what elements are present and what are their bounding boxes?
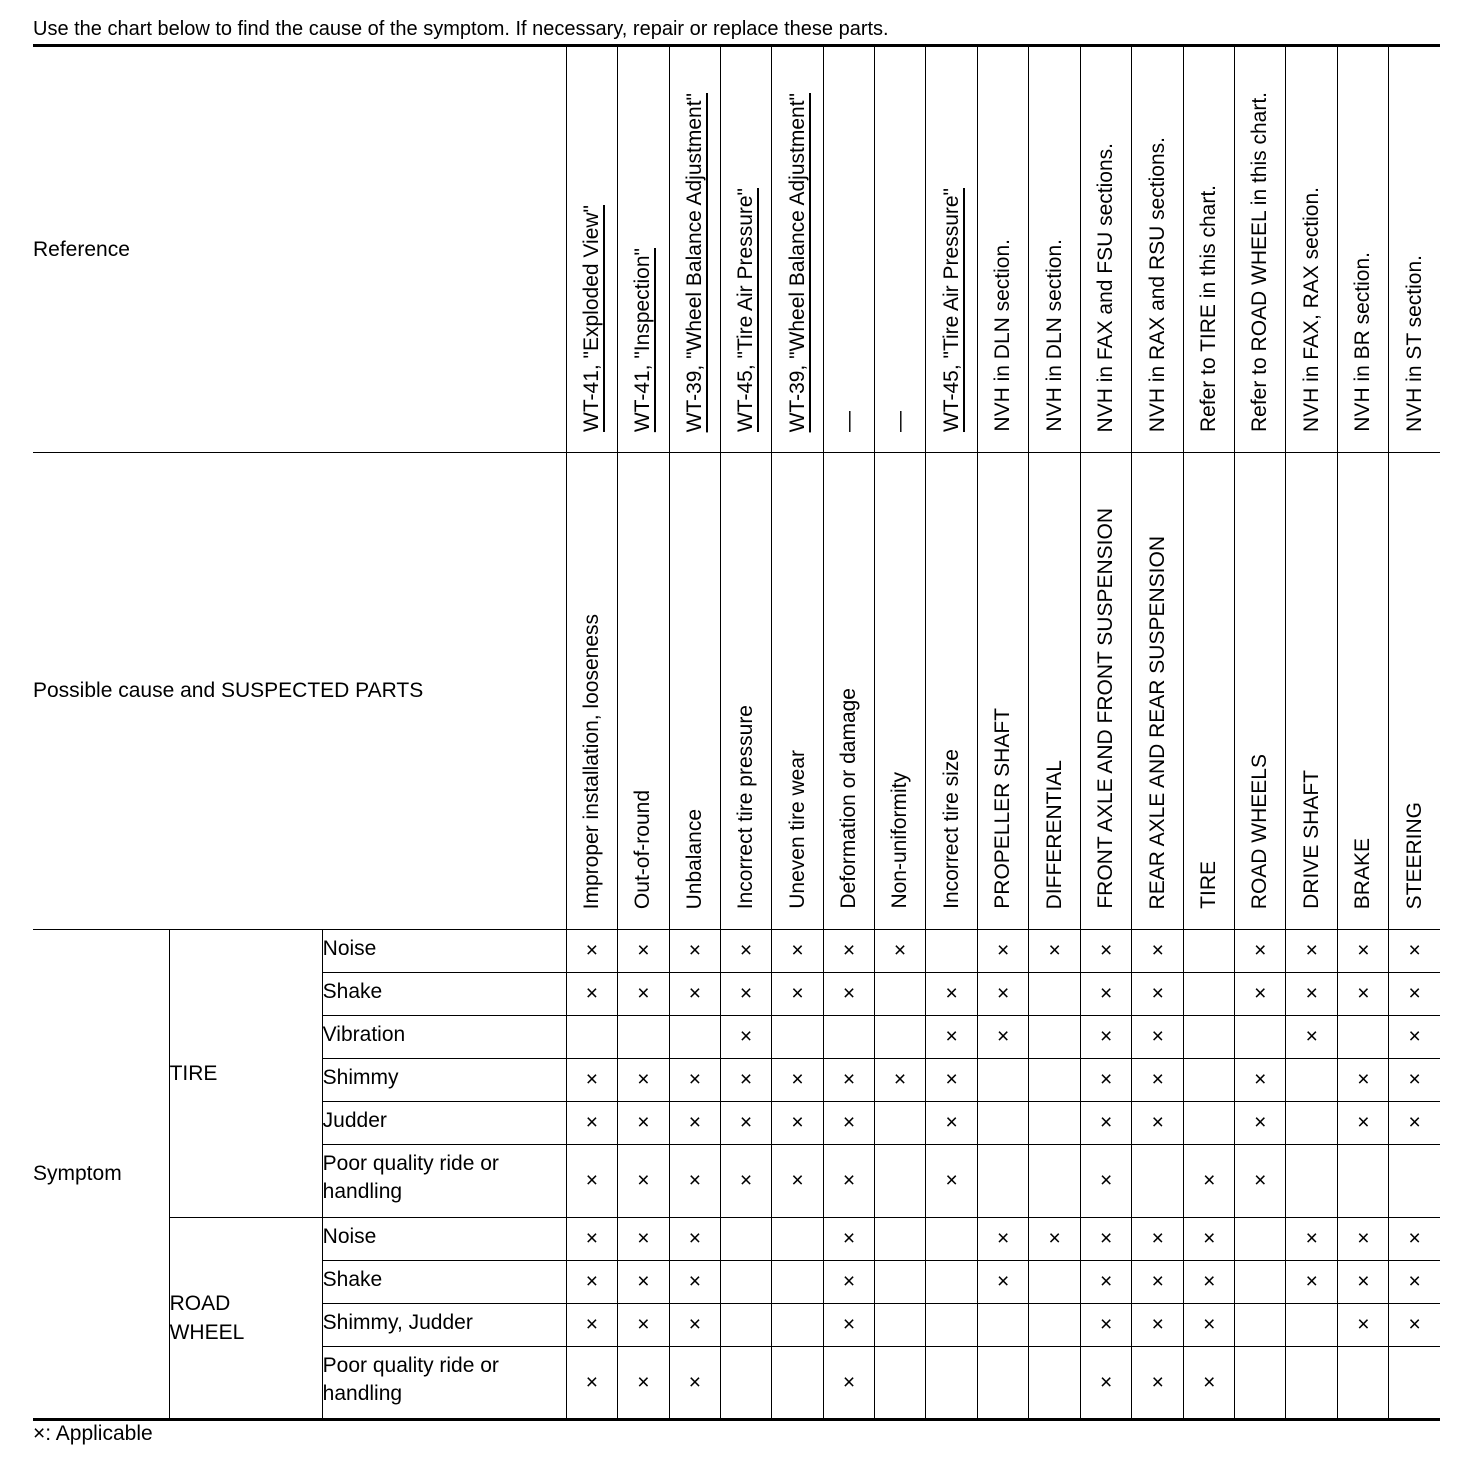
reference-link[interactable]: WT-39, "Wheel Balance Adjustment" [682,92,706,432]
symptom-name [322,1304,566,1347]
suspected-part-label: Deformation or damage [837,688,861,909]
empty-cell [1389,1145,1440,1218]
reference-cell [617,46,669,453]
applicable-mark: × [1338,1304,1389,1347]
empty-cell [875,973,926,1016]
empty-cell [875,1145,926,1218]
empty-cell [875,1347,926,1420]
applicable-mark: × [978,1016,1029,1059]
reference-cell [875,46,926,453]
applicable-mark: × [1338,1102,1389,1145]
applicable-mark: × [1235,1145,1286,1218]
symptom-row [33,930,1440,973]
suspected-part-cell [1338,453,1389,930]
suspected-part-cell [1286,453,1338,930]
applicable-mark: × [1235,973,1286,1016]
applicable-mark: × [824,1145,875,1218]
applicable-mark: × [617,1145,669,1218]
empty-cell [1286,1102,1338,1145]
symptom-name [322,1102,566,1145]
suspected-part-cell [617,453,669,930]
suspected-part-cell [926,453,978,930]
applicable-mark: × [978,1261,1029,1304]
applicable-mark: × [1184,1145,1235,1218]
suspected-part-label: Uneven tire wear [785,750,809,909]
suspected-part-cell [1081,453,1132,930]
suspected-part-cell [1184,453,1235,930]
empty-cell [771,1304,823,1347]
empty-cell [1029,1016,1081,1059]
symptom-name [322,1261,566,1304]
symptom-name-text: Noise [322,937,377,960]
reference-cell [1081,46,1132,453]
empty-cell [1286,1059,1338,1102]
applicable-mark: × [1184,1347,1235,1420]
reference-text: Refer to TIRE in this chart. [1197,184,1221,432]
empty-cell [1235,1304,1286,1347]
suspected-part-label: DRIVE SHAFT [1299,770,1323,909]
reference-row [33,46,1440,453]
suspected-part-label: Incorrect tire size [939,749,963,909]
applicable-mark: × [669,1102,720,1145]
applicable-mark: × [566,1261,617,1304]
suspected-part-cell [720,453,771,930]
reference-cell [669,46,720,453]
suspected-parts-label: Possible cause and SUSPECTED PARTS [33,453,566,930]
empty-cell [1235,1347,1286,1420]
applicable-mark: × [617,1261,669,1304]
reference-text: NVH in DLN section. [991,239,1015,432]
symptom-name-text: Vibration [322,1023,406,1046]
applicable-mark: × [824,1059,875,1102]
applicable-mark: × [720,1145,771,1218]
empty-cell [978,1059,1029,1102]
symptom-name [322,1145,566,1218]
reference-link[interactable]: WT-41, "Inspection" [631,247,655,432]
applicable-mark: × [771,1102,823,1145]
empty-cell [1286,1145,1338,1218]
applicable-mark: × [617,1102,669,1145]
suspected-part-label: STEERING [1402,801,1426,909]
applicable-mark: × [1389,1016,1440,1059]
applicable-mark: × [771,930,823,973]
empty-cell [771,1016,823,1059]
empty-cell [1338,1145,1389,1218]
empty-cell [771,1261,823,1304]
applicable-mark: × [1184,1218,1235,1261]
suspected-part-cell [875,453,926,930]
empty-cell [1184,973,1235,1016]
symptom-row [33,1218,1440,1261]
reference-cell [1338,46,1389,453]
symptom-name-text: Shake [322,980,383,1003]
applicable-mark: × [720,1102,771,1145]
symptom-name [322,973,566,1016]
suspected-part-cell [771,453,823,930]
empty-cell [771,1347,823,1420]
empty-cell [875,1016,926,1059]
empty-cell [1184,1016,1235,1059]
applicable-mark: × [720,1016,771,1059]
applicable-mark: × [1081,1059,1132,1102]
applicable-mark: × [720,973,771,1016]
applicable-mark: × [1338,1261,1389,1304]
applicable-mark: × [1235,1102,1286,1145]
applicable-mark: × [824,930,875,973]
applicable-mark: × [1389,1304,1440,1347]
reference-cell [720,46,771,453]
empty-cell [1029,1347,1081,1420]
applicable-mark: × [1286,930,1338,973]
symptom-name [322,930,566,973]
suspected-part-label: BRAKE [1351,837,1375,909]
suspected-part-cell [1029,453,1081,930]
empty-cell [978,1102,1029,1145]
empty-cell [875,1261,926,1304]
suspected-part-label: Out-of-round [631,789,655,909]
applicable-mark: × [926,1145,978,1218]
symptom-name [322,1059,566,1102]
suspected-part-label: REAR AXLE AND REAR SUSPENSION [1145,535,1169,909]
empty-cell [1184,930,1235,973]
applicable-mark: × [926,973,978,1016]
symptom-name-text: Shake [322,1268,383,1291]
applicable-mark: × [617,973,669,1016]
applicable-mark: × [669,1059,720,1102]
applicable-mark: × [617,1218,669,1261]
applicable-mark: × [1286,1218,1338,1261]
applicable-mark: × [1338,1218,1389,1261]
applicable-mark: × [771,1145,823,1218]
empty-cell [875,1304,926,1347]
applicable-mark: × [1286,1016,1338,1059]
reference-cell [926,46,978,453]
reference-cell [1184,46,1235,453]
empty-cell [1029,1261,1081,1304]
applicable-mark: × [669,1218,720,1261]
applicable-mark: × [1081,1261,1132,1304]
empty-cell [1184,1102,1235,1145]
applicable-mark: × [617,1347,669,1420]
suspected-part-label: Incorrect tire pressure [733,704,757,909]
applicable-mark: × [1389,1218,1440,1261]
applicable-mark: × [669,930,720,973]
applicable-mark: × [566,973,617,1016]
empty-cell [1029,1059,1081,1102]
reference-cell [771,46,823,453]
empty-cell [720,1304,771,1347]
applicable-mark: × [875,930,926,973]
empty-cell [926,1261,978,1304]
empty-cell [926,1218,978,1261]
empty-cell [926,1304,978,1347]
applicable-mark: × [1389,1261,1440,1304]
applicable-mark: × [1029,1218,1081,1261]
empty-cell [875,1102,926,1145]
reference-link[interactable]: WT-39, "Wheel Balance Adjustment" [785,92,809,432]
applicable-mark: × [566,930,617,973]
applicable-mark: × [875,1059,926,1102]
empty-cell [720,1347,771,1420]
group-label-tire: TIRE [169,930,322,1218]
group-label-road-wheel: ROAD WHEEL [169,1218,322,1420]
applicable-mark: × [1389,1102,1440,1145]
applicable-mark: × [1081,1102,1132,1145]
suspected-part-label: TIRE [1197,861,1221,909]
suspected-part-label: DIFFERENTIAL [1042,759,1066,909]
applicable-mark: × [1184,1304,1235,1347]
empty-cell [1286,1304,1338,1347]
applicable-mark: × [824,1218,875,1261]
empty-cell [669,1016,720,1059]
reference-cell [978,46,1029,453]
applicable-mark: × [1338,973,1389,1016]
symptom-name [322,1347,566,1420]
applicable-mark: × [669,973,720,1016]
applicable-mark: × [1389,930,1440,973]
applicable-mark: × [978,973,1029,1016]
reference-text: NVH in RAX and RSU sections. [1145,136,1169,432]
applicable-mark: × [1132,1304,1184,1347]
reference-cell [1029,46,1081,453]
empty-cell [1184,1059,1235,1102]
empty-cell [978,1304,1029,1347]
reference-link[interactable]: WT-45, "Tire Air Pressure" [939,187,963,432]
empty-cell [978,1145,1029,1218]
applicable-mark: × [1132,1218,1184,1261]
reference-cell [566,46,617,453]
empty-cell [1389,1347,1440,1420]
applicable-mark: × [1081,930,1132,973]
symptom-name-text: Poor quality ride or handling [322,1152,499,1203]
reference-text: NVH in FAX and FSU sections. [1094,142,1118,432]
applicable-mark: × [824,1304,875,1347]
applicable-mark: × [669,1145,720,1218]
reference-text: — [837,411,861,432]
applicable-mark: × [566,1347,617,1420]
applicable-mark: × [1081,1304,1132,1347]
applicable-mark: × [926,1102,978,1145]
reference-cell [1235,46,1286,453]
suspected-part-cell [1132,453,1184,930]
symptom-name-text: Shimmy, Judder [322,1311,473,1334]
applicable-mark: × [1286,1261,1338,1304]
empty-cell [875,1218,926,1261]
suspected-part-label: FRONT AXLE AND FRONT SUSPENSION [1094,508,1118,909]
chart-intro-text: Use the chart below to find the cause of the symptom. If necessary, repair or replace these parts. [33,18,889,40]
empty-cell [824,1016,875,1059]
applicable-mark: × [1132,1347,1184,1420]
reference-link[interactable]: WT-45, "Tire Air Pressure" [733,187,757,432]
applicable-mark: × [720,1059,771,1102]
empty-cell [771,1218,823,1261]
applicable-mark: × [1132,1102,1184,1145]
applicable-mark: × [1029,930,1081,973]
empty-cell [1029,1304,1081,1347]
applicable-mark: × [771,973,823,1016]
empty-cell [978,1347,1029,1420]
symptom-name-text: Judder [322,1109,387,1132]
applicable-mark: × [669,1347,720,1420]
reference-text: — [888,411,912,432]
applicable-mark: × [1081,1016,1132,1059]
applicable-mark: × [566,1102,617,1145]
reference-cell [1389,46,1440,453]
applicable-mark: × [1132,930,1184,973]
symptom-name-text: Shimmy [322,1066,399,1089]
suspected-part-label: Unbalance [682,808,706,909]
applicable-mark: × [1389,1059,1440,1102]
suspected-part-cell [824,453,875,930]
applicable-mark: × [1132,1016,1184,1059]
empty-cell [1286,1347,1338,1420]
applicable-mark: × [978,930,1029,973]
empty-cell [1235,1016,1286,1059]
suspected-part-cell [1389,453,1440,930]
applicable-mark: × [566,1218,617,1261]
applicable-mark: × [926,1016,978,1059]
suspected-part-label: Non-uniformity [888,772,912,909]
empty-cell [1338,1347,1389,1420]
reference-label: Reference [33,46,566,453]
applicable-mark: × [978,1218,1029,1261]
applicable-mark: × [1286,973,1338,1016]
applicable-mark: × [669,1304,720,1347]
empty-cell [1029,1102,1081,1145]
reference-text: Refer to ROAD WHEEL in this chart. [1248,92,1272,432]
reference-text: NVH in ST section. [1402,254,1426,432]
empty-cell [1029,1145,1081,1218]
suspected-part-cell [566,453,617,930]
empty-cell [720,1261,771,1304]
symptom-name [322,1218,566,1261]
suspected-parts-row [33,453,1440,930]
symptom-name-text: Poor quality ride or handling [322,1354,499,1405]
applicable-mark: × [1081,1218,1132,1261]
applicable-mark: × [617,1304,669,1347]
suspected-part-label: PROPELLER SHAFT [991,708,1015,909]
empty-cell [1029,973,1081,1016]
applicable-mark: × [617,1059,669,1102]
applicable-mark: × [617,930,669,973]
applicable-mark: × [1081,973,1132,1016]
applicable-mark: × [1081,1145,1132,1218]
empty-cell [1235,1261,1286,1304]
applicable-mark: × [566,1059,617,1102]
reference-text: NVH in BR section. [1351,252,1375,432]
reference-text: NVH in DLN section. [1042,239,1066,432]
applicable-mark: × [824,1261,875,1304]
applicable-mark: × [566,1145,617,1218]
reference-cell [1286,46,1338,453]
applicable-mark: × [771,1059,823,1102]
legend-footnote: ×: Applicable [33,1422,153,1445]
suspected-part-label: Improper installation, looseness [579,613,603,909]
applicable-mark: × [1184,1261,1235,1304]
applicable-mark: × [926,1059,978,1102]
applicable-mark: × [1338,1059,1389,1102]
applicable-mark: × [669,1261,720,1304]
empty-cell [566,1016,617,1059]
reference-cell [1132,46,1184,453]
symptom-label: Symptom [33,930,169,1420]
symptom-name-text: Noise [322,1225,377,1248]
applicable-mark: × [1132,973,1184,1016]
suspected-part-cell [978,453,1029,930]
applicable-mark: × [824,1102,875,1145]
applicable-mark: × [566,1304,617,1347]
empty-cell [926,930,978,973]
empty-cell [617,1016,669,1059]
applicable-mark: × [824,973,875,1016]
suspected-part-cell [1235,453,1286,930]
nvh-troubleshooting-chart [33,44,1440,1421]
applicable-mark: × [1235,1059,1286,1102]
suspected-part-label: ROAD WHEELS [1248,753,1272,909]
applicable-mark: × [1081,1347,1132,1420]
suspected-part-cell [669,453,720,930]
empty-cell [1338,1016,1389,1059]
applicable-mark: × [1338,930,1389,973]
empty-cell [926,1347,978,1420]
applicable-mark: × [720,930,771,973]
empty-cell [1235,1218,1286,1261]
applicable-mark: × [824,1347,875,1420]
reference-link[interactable]: WT-41, "Exploded View" [579,205,603,432]
empty-cell [720,1218,771,1261]
symptom-name [322,1016,566,1059]
applicable-mark: × [1389,973,1440,1016]
applicable-mark: × [1132,1059,1184,1102]
reference-text: NVH in FAX, RAX section. [1299,186,1323,432]
applicable-mark: × [1132,1261,1184,1304]
reference-cell [824,46,875,453]
empty-cell [1132,1145,1184,1218]
applicable-mark: × [1235,930,1286,973]
